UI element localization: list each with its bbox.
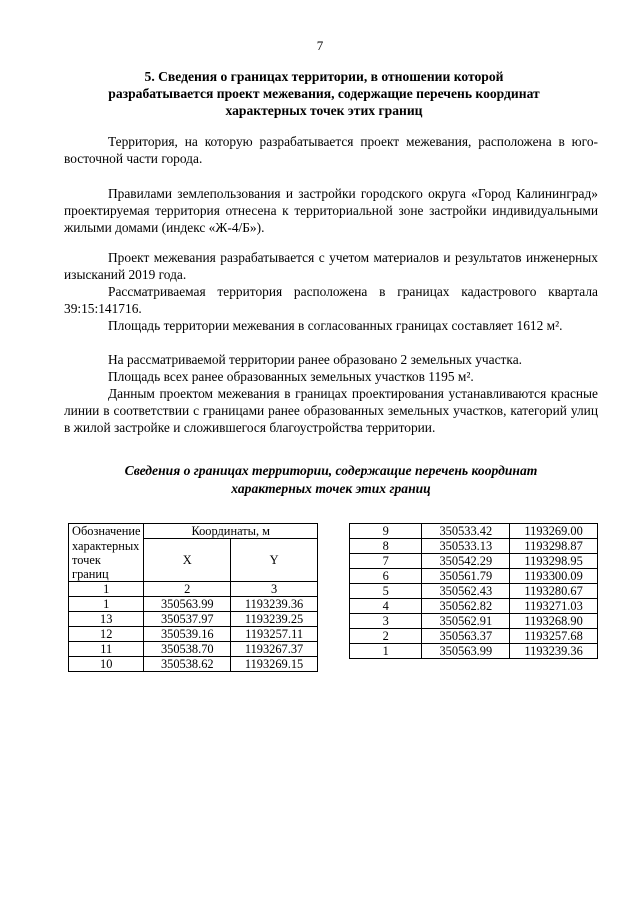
point-header-line-1: Обозначение xyxy=(69,524,144,539)
x-coordinate-cell: 350537.97 xyxy=(144,611,231,626)
table-header-row xyxy=(69,524,318,539)
paragraph-plots-area: Площадь всех ранее образованных земельных участков 1195 м². xyxy=(108,369,474,384)
coords-header: Координаты, м xyxy=(144,524,318,539)
x-coordinate-cell: 350562.43 xyxy=(422,584,510,599)
x-coordinate-cell: 350533.42 xyxy=(422,524,510,539)
table-row xyxy=(69,656,318,671)
coordinates-table-right xyxy=(349,523,598,659)
table-row xyxy=(350,554,598,569)
table-row xyxy=(69,626,318,641)
point-cell: 8 xyxy=(350,539,422,554)
table-row xyxy=(350,599,598,614)
page-number: 7 xyxy=(316,38,324,53)
x-coordinate-cell: 350539.16 xyxy=(144,626,231,641)
column-number: 2 xyxy=(144,581,231,596)
paragraph-location: Территория, на которую разрабатывается проект межевания, расположена в юго-восточной части города. xyxy=(64,134,598,166)
column-number: 3 xyxy=(231,581,318,596)
y-coordinate-cell: 1193269.00 xyxy=(510,524,598,539)
paragraph-area: Площадь территории межевания в согласованных границах составляет 1612 м². xyxy=(108,318,563,333)
y-coordinate-cell: 1193300.09 xyxy=(510,569,598,584)
point-cell: 3 xyxy=(350,614,422,629)
coordinates-table-left xyxy=(68,523,318,672)
paragraph-cadastral: Рассматриваемая территория расположена в границах кадастрового квартала 39:15:141716. xyxy=(64,284,598,316)
point-cell: 4 xyxy=(350,599,422,614)
x-coordinate-cell: 350538.62 xyxy=(144,656,231,671)
column-number: 1 xyxy=(69,581,144,596)
y-header: Y xyxy=(231,539,318,582)
point-header-line-2: характерных xyxy=(69,539,144,553)
table-row xyxy=(69,596,318,611)
paragraph-zoning: Правилами землепользования и застройки городского округа «Город Калининград» проектируемая территория отнесена к территориальной зоне застройки индивидуальными жилыми домами (индекс «Ж-4/Б»). xyxy=(64,186,598,235)
y-coordinate-cell: 1193280.67 xyxy=(510,584,598,599)
point-cell: 1 xyxy=(69,596,144,611)
y-coordinate-cell: 1193268.90 xyxy=(510,614,598,629)
x-coordinate-cell: 350563.99 xyxy=(144,596,231,611)
point-cell: 1 xyxy=(350,644,422,659)
x-coordinate-cell: 350561.79 xyxy=(422,569,510,584)
table-header-row xyxy=(69,539,318,553)
table-row xyxy=(69,611,318,626)
point-cell: 5 xyxy=(350,584,422,599)
x-coordinate-cell: 350542.29 xyxy=(422,554,510,569)
table-caption: Сведения о границах территории, содержащие перечень координат характерных точек этих границ xyxy=(124,463,538,496)
paragraph-plots: На рассматриваемой территории ранее образовано 2 земельных участка. xyxy=(108,352,522,367)
x-coordinate-cell: 350538.70 xyxy=(144,641,231,656)
column-number-row xyxy=(69,581,318,596)
point-cell: 12 xyxy=(69,626,144,641)
x-header: X xyxy=(144,539,231,582)
table-row xyxy=(350,524,598,539)
table-row xyxy=(350,644,598,659)
section-heading-line-3: характерных точек этих границ xyxy=(225,103,423,118)
section-heading-line-2: разрабатывается проект межевания, содержащие перечень координат xyxy=(108,86,540,101)
y-coordinate-cell: 1193269.15 xyxy=(231,656,318,671)
point-cell: 10 xyxy=(69,656,144,671)
table-row xyxy=(350,584,598,599)
y-coordinate-cell: 1193298.87 xyxy=(510,539,598,554)
x-coordinate-cell: 350562.82 xyxy=(422,599,510,614)
table-row xyxy=(350,539,598,554)
y-coordinate-cell: 1193271.03 xyxy=(510,599,598,614)
y-coordinate-cell: 1193239.25 xyxy=(231,611,318,626)
y-coordinate-cell: 1193298.95 xyxy=(510,554,598,569)
section-number: 5 xyxy=(144,69,152,84)
point-cell: 11 xyxy=(69,641,144,656)
x-coordinate-cell: 350533.13 xyxy=(422,539,510,554)
paragraph-surveys: Проект межевания разрабатывается с учетом материалов и результатов инженерных изысканий 2019 года. xyxy=(64,250,598,282)
point-cell: 7 xyxy=(350,554,422,569)
point-cell: 9 xyxy=(350,524,422,539)
table-row xyxy=(350,629,598,644)
y-coordinate-cell: 1193257.68 xyxy=(510,629,598,644)
point-header-line-3: точек границ xyxy=(69,553,144,582)
point-cell: 13 xyxy=(69,611,144,626)
y-coordinate-cell: 1193239.36 xyxy=(510,644,598,659)
x-coordinate-cell: 350563.37 xyxy=(422,629,510,644)
point-cell: 6 xyxy=(350,569,422,584)
section-heading xyxy=(92,68,556,119)
y-coordinate-cell: 1193257.11 xyxy=(231,626,318,641)
table-row xyxy=(69,641,318,656)
paragraph-red-lines: Данным проектом межевания в границах проектирования устанавливаются красные линии в соответствии с границами ранее образованных земельных участков, категорий улиц в жилой застройке и сложившегося благоустройства территории. xyxy=(64,386,598,435)
point-cell: 2 xyxy=(350,629,422,644)
x-coordinate-cell: 350562.91 xyxy=(422,614,510,629)
y-coordinate-cell: 1193239.36 xyxy=(231,596,318,611)
x-coordinate-cell: 350563.99 xyxy=(422,644,510,659)
table-row xyxy=(350,614,598,629)
table-row xyxy=(350,569,598,584)
section-heading-line-1: 5. Сведения о границах территории, в отношении которой xyxy=(144,69,504,84)
y-coordinate-cell: 1193267.37 xyxy=(231,641,318,656)
